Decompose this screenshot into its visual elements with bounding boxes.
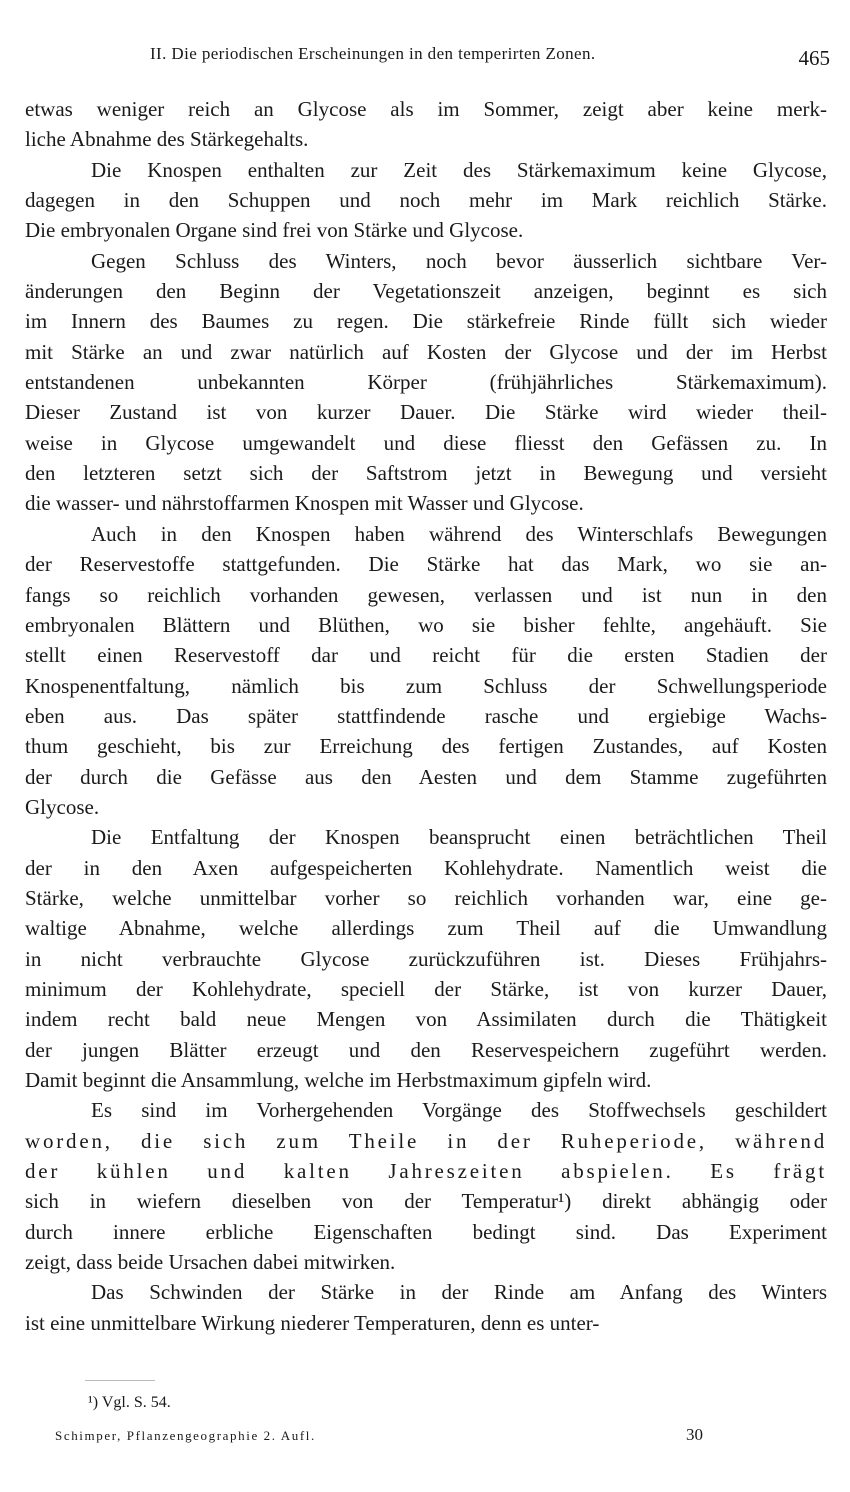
paragraph <box>25 519 827 822</box>
text-line: Das Schwinden der Stärke in der Rinde am Anfang des Winters <box>91 1280 827 1305</box>
text-line: Die Entfaltung der Knospen beansprucht einen beträchtlichen Theil <box>91 825 827 850</box>
text-line: Stärke, welche unmittelbar vorher so reichlich vorhanden war, eine ge- <box>25 885 827 910</box>
text-line: der durch die Gefässe aus den Aesten und dem Stamme zugeführten <box>25 764 827 789</box>
printer-signature: Schimper, Pflanzengeographie 2. Aufl. <box>55 1428 316 1443</box>
text-line: Gegen Schluss des Winters, noch bevor äusserlich sichtbare Ver- <box>91 248 827 273</box>
text-line: stellt einen Reservestoff dar und reicht für die ersten Stadien der <box>25 643 827 668</box>
text-line: im Innern des Baumes zu regen. Die stärkefreie Rinde füllt sich wieder <box>25 309 827 334</box>
page-header <box>150 44 830 74</box>
footnote: ¹) Vgl. S. 54. <box>88 1394 171 1411</box>
text-line: zeigt, dass beide Ursachen dabei mitwirken. <box>25 1250 396 1275</box>
text-line: Die embryonalen Organe sind frei von Stärke und Glycose. <box>25 218 524 243</box>
text-line: Die Knospen enthalten zur Zeit des Stärkemaximum keine Glycose, <box>91 157 827 182</box>
footnote-divider <box>85 1380 155 1381</box>
text-line: ist eine unmittelbare Wirkung niederer Temperaturen, denn es unter- <box>25 1310 600 1335</box>
text-line: etwas weniger reich an Glycose als im Sommer, zeigt aber keine merk- <box>25 97 827 121</box>
paragraph <box>25 1095 827 1277</box>
text-line: indem recht bald neue Mengen von Assimilaten durch die Thätigkeit <box>25 1007 827 1032</box>
text-line: worden, die sich zum Theile in der Ruheperiode, während <box>25 1128 827 1153</box>
text-line: entstandenen unbekannten Körper (frühjährliches Stärkemaximum). <box>25 370 827 395</box>
text-line: minimum der Kohlehydrate, speciell der Stärke, ist von kurzer Dauer, <box>25 976 827 1001</box>
text-line: liche Abnahme des Stärkegehalts. <box>25 127 309 152</box>
page-number: 465 <box>798 46 830 70</box>
text-line: eben aus. Das später stattfindende rasche und ergiebige Wachs- <box>25 703 827 728</box>
text-line: Dieser Zustand ist von kurzer Dauer. Die Stärke wird wieder theil- <box>25 400 827 425</box>
text-line: änderungen den Beginn der Vegetationszeit anzeigen, beginnt es sich <box>25 279 827 304</box>
running-head: II. Die periodischen Erscheinungen in den temperirten Zonen. <box>150 44 596 63</box>
text-line: mit Stärke an und zwar natürlich auf Kosten der Glycose und der im Herbst <box>25 339 827 364</box>
text-line: Auch in den Knospen haben während des Winterschlafs Bewegungen <box>91 521 827 546</box>
text-line: den letzteren setzt sich der Saftstrom jetzt in Bewegung und versieht <box>25 461 827 486</box>
text-line: Es sind im Vorhergehenden Vorgänge des Stoffwechsels geschildert <box>91 1098 827 1123</box>
paragraph <box>25 155 827 246</box>
text-line: der jungen Blätter erzeugt und den Reservespeichern zugeführt werden. <box>25 1037 827 1062</box>
text-line: Knospenentfaltung, nämlich bis zum Schluss der Schwellungsperiode <box>25 673 827 698</box>
paragraph <box>25 94 827 155</box>
text-line: die wasser- und nährstoffarmen Knospen mit Wasser und Glycose. <box>25 491 584 516</box>
sheet-number: 30 <box>686 1425 703 1444</box>
text-line: embryonalen Blättern und Blüthen, wo sie bisher fehlte, angehäuft. Sie <box>25 612 827 637</box>
text-line: dagegen in den Schuppen und noch mehr im Mark reichlich Stärke. <box>25 188 827 213</box>
paragraph <box>25 1277 827 1338</box>
text-line: Damit beginnt die Ansammlung, welche im Herbstmaximum gipfeln wird. <box>25 1068 652 1092</box>
text-line: der Reservestoffe stattgefunden. Die Stärke hat das Mark, wo sie an- <box>25 552 827 577</box>
text-line: waltige Abnahme, welche allerdings zum Theil auf die Umwandlung <box>25 916 827 941</box>
text-line: Glycose. <box>25 794 100 819</box>
text-line: der kühlen und kalten Jahreszeiten abspielen. Es frägt <box>25 1159 827 1184</box>
text-line: in nicht verbrauchte Glycose zurückzuführen ist. Dieses Frühjahrs- <box>25 946 827 971</box>
text-line: der in den Axen aufgespeicherten Kohlehydrate. Namentlich weist die <box>25 855 827 880</box>
text-line: sich in wiefern dieselben von der Temperatur¹) direkt abhängig oder <box>25 1189 827 1214</box>
text-line: weise in Glycose umgewandelt und diese fliesst den Gefässen zu. In <box>25 430 827 455</box>
text-line: thum geschieht, bis zur Erreichung des fertigen Zustandes, auf Kosten <box>25 734 827 759</box>
body-text <box>25 94 827 1338</box>
text-line: fangs so reichlich vorhanden gewesen, verlassen und ist nun in den <box>25 582 827 607</box>
paragraph <box>25 246 827 519</box>
paragraph <box>25 822 827 1095</box>
text-line: durch innere erbliche Eigenschaften bedingt sind. Das Experiment <box>25 1219 827 1244</box>
